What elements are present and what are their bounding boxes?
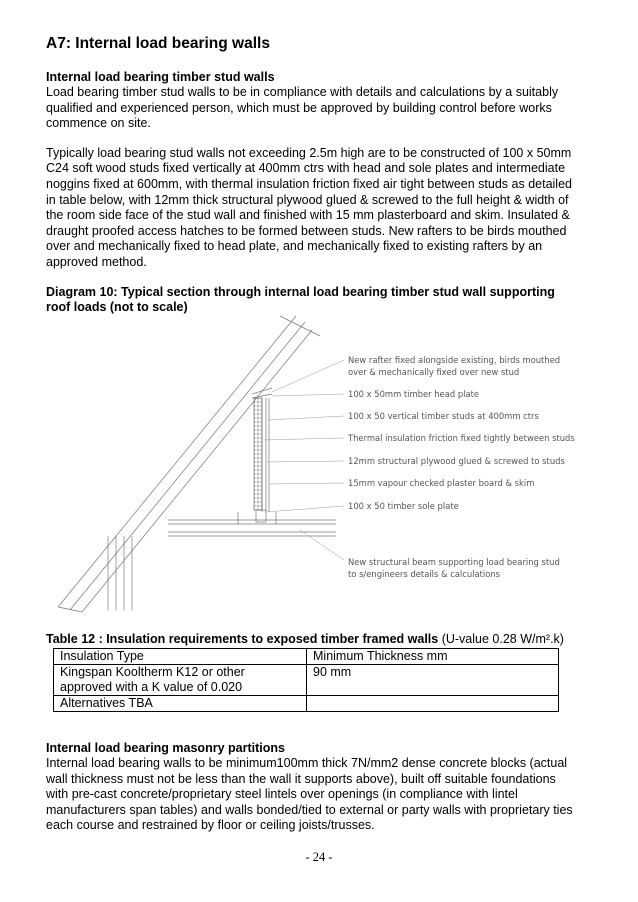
spec-line: in table below, with 12mm thick structural plywood glued & screwed to the full height & width of	[46, 192, 569, 207]
masonry-line: wall thickness must not be less than the wall it supports above), built off suitable foundations	[46, 771, 556, 786]
spec-line: over and mechanically fixed to head plate, and mechanically fixed to existing rafters by an	[46, 239, 543, 254]
insulation-table	[53, 648, 559, 712]
masonry-line: manufacturers span tables) and walls bonded/tied to external or party walls with proprietary ties	[46, 802, 573, 817]
cell-line: Kingspan Kooltherm K12 or other	[60, 665, 245, 679]
masonry-line: each course and restrained by floor or ceiling joists/trusses.	[46, 818, 375, 833]
spec-line: approved method.	[46, 254, 147, 269]
table-cell: Alternatives TBA	[54, 696, 307, 712]
stud-subheading: Internal load bearing timber stud walls	[46, 70, 275, 84]
roof-rafters	[58, 316, 320, 612]
leader-lines	[262, 360, 344, 560]
label-beam: to s/engineers details & calculations	[348, 569, 501, 579]
label-rafter: over & mechanically fixed over new stud	[348, 367, 520, 377]
label-sole-plate: 100 x 50 timber sole plate	[348, 501, 459, 511]
intro-line: qualified and experienced person, which must be approved by building control before works	[46, 100, 552, 115]
table-row	[54, 665, 559, 696]
table-cell: 90 mm	[307, 665, 559, 696]
table-header-row	[54, 649, 559, 665]
spec-line: noggins fixed at 600mm, with thermal insulation friction fixed air tight between studs as detailed	[46, 176, 572, 191]
intro-line: commence on site.	[46, 116, 151, 131]
diagram-caption: roof loads (not to scale)	[46, 300, 188, 315]
floor-beam	[108, 512, 336, 610]
spec-line: Typically load bearing stud walls not exceeding 2.5m high are to be constructed of 100 x 50mm	[46, 145, 572, 160]
table-header-cell: Insulation Type	[54, 649, 307, 665]
table-cell	[307, 696, 559, 712]
masonry-line: with pre-cast concrete/proprietary steel lintels over openings (in compliance with lintel	[46, 787, 518, 802]
spec-line: C24 soft wood studs fixed vertically at 400mm ctrs with head and sole plates and intermediate	[46, 161, 566, 176]
table-row	[54, 696, 559, 712]
table-header-cell: Minimum Thickness mm	[307, 649, 559, 665]
intro-line: Load bearing timber stud walls to be in compliance with details and calculations by a suitably	[46, 85, 559, 99]
table-caption	[46, 632, 606, 647]
label-rafter: New rafter fixed alongside existing, birds mouthed	[348, 355, 561, 365]
masonry-section	[46, 741, 602, 834]
table-cell	[54, 665, 307, 696]
page-number: - 24 -	[305, 850, 333, 864]
spec-line: the room side face of the stud wall and finished with 15 mm plasterboard and skim. Insulated &	[46, 208, 570, 223]
spec-line: draught proofed access hatches to be formed between studs. New rafters to be birds mouthed	[46, 223, 567, 238]
label-insulation: Thermal insulation friction fixed tightly between studs	[348, 433, 575, 443]
masonry-line: Internal load bearing walls to be minimum100mm thick 7N/mm2 dense concrete blocks (actual	[46, 756, 568, 770]
stud-wall	[252, 388, 272, 522]
label-plywood: 12mm structural plywood glued & screwed to studs	[348, 456, 565, 466]
section-heading: A7: Internal load bearing walls	[46, 35, 270, 52]
diagram-caption: Diagram 10: Typical section through internal load bearing timber stud wall supporting	[46, 284, 555, 299]
cell-line: approved with a K value of 0.020	[60, 680, 243, 694]
label-plasterboard: 15mm vapour checked plaster board & skim	[348, 478, 535, 488]
label-head-plate: 100 x 50mm timber head plate	[348, 389, 480, 399]
masonry-subheading: Internal load bearing masonry partitions	[46, 741, 285, 755]
label-beam: New structural beam supporting load bearing stud	[348, 557, 560, 567]
label-studs: 100 x 50 vertical timber studs at 400mm ctrs	[348, 411, 539, 421]
table-caption-uvalue: (U-value 0.28 W/m².k)	[438, 632, 564, 646]
table-caption-title: Table 12 : Insulation requirements to exposed timber framed walls	[46, 632, 439, 646]
